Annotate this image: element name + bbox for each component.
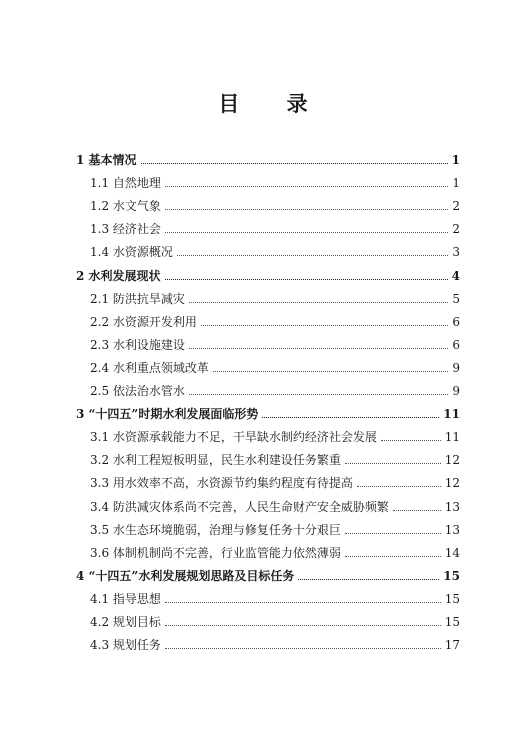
toc-entry-title: 3.2 水利工程短板明显，民生水利建设任务繁重 [90, 453, 341, 468]
toc-section-row[interactable] [90, 473, 460, 491]
toc-page-number: 14 [444, 545, 460, 560]
toc-chapter-row[interactable] [76, 266, 460, 284]
toc-leader-dots [345, 556, 441, 557]
toc-page-number: 13 [444, 499, 460, 514]
toc-entry-title: 2.1 防洪抗旱减灾 [90, 291, 185, 306]
toc-page-number: 2 [452, 222, 460, 237]
toc-leader-dots [165, 625, 441, 626]
toc-leader-dots [262, 417, 439, 418]
toc-section-row[interactable] [90, 312, 460, 330]
toc-page-number: 13 [444, 522, 460, 537]
toc-leader-dots [345, 463, 441, 464]
toc-section-row[interactable] [90, 612, 460, 630]
toc-entry-title: 4 “十四五”水利发展规划思路及目标任务 [76, 568, 295, 583]
toc-entry-title: 3.5 水生态环境脆弱，治理与修复任务十分艰巨 [90, 522, 341, 537]
toc-chapter-row[interactable] [76, 566, 460, 584]
toc-section-row[interactable] [90, 381, 460, 399]
toc-page-number: 15 [444, 615, 460, 629]
toc-leader-dots [165, 648, 441, 649]
toc-page-number: 15 [443, 568, 460, 583]
toc-section-row[interactable] [90, 173, 460, 191]
toc-entry-title: 1.2 水文气象 [90, 199, 161, 214]
toc-entry-title: 1.1 自然地理 [90, 176, 161, 191]
toc-page-number: 11 [443, 407, 460, 422]
toc-page-number: 1 [451, 153, 460, 167]
toc-leader-dots [165, 209, 448, 210]
toc-entry-title: 1.4 水资源概况 [90, 245, 173, 260]
toc-section-row[interactable] [90, 242, 460, 260]
toc-section-row[interactable] [90, 289, 460, 307]
toc-entry-title: 2.5 依法治水管水 [90, 384, 185, 398]
toc-page-number: 5 [452, 291, 460, 306]
toc-page-number: 9 [452, 384, 460, 398]
toc-leader-dots [165, 602, 441, 603]
toc-leader-dots [165, 186, 448, 187]
toc-entry-title: 4.2 规划目标 [90, 615, 161, 629]
toc-entry-title: 3 “十四五”时期水利发展面临形势 [76, 407, 259, 422]
toc-section-row[interactable] [90, 219, 460, 237]
toc-leader-dots [189, 348, 448, 349]
toc-section-row[interactable] [90, 635, 460, 653]
toc-section-row[interactable] [90, 358, 460, 376]
toc-leader-dots [177, 255, 448, 256]
toc-entry-title: 2.2 水资源开发利用 [90, 314, 197, 329]
toc-entry-title: 3.4 防洪减灾体系尚不完善，人民生命财产安全威胁频繁 [90, 499, 389, 514]
toc-entry-title: 1.3 经济社会 [90, 222, 161, 237]
toc-page-number: 6 [452, 337, 460, 352]
toc-leader-dots [201, 325, 448, 326]
toc-chapter-row[interactable] [76, 404, 460, 422]
toc-leader-dots [189, 394, 448, 395]
toc-page-number: 17 [444, 638, 460, 653]
toc-page-number: 11 [444, 430, 460, 445]
toc-page-number: 2 [452, 199, 460, 214]
toc-leader-dots [165, 279, 448, 280]
toc-leader-dots [381, 440, 441, 441]
toc-leader-dots [213, 371, 448, 372]
toc-page-number: 1 [452, 176, 460, 191]
toc-section-row[interactable] [90, 589, 460, 607]
toc-entry-title: 4.1 指导思想 [90, 591, 161, 606]
toc-section-row[interactable] [90, 196, 460, 214]
toc-leader-dots [345, 533, 441, 534]
toc-leader-dots [298, 579, 439, 580]
toc-chapter-row[interactable] [76, 150, 460, 168]
toc-leader-dots [165, 232, 448, 233]
toc-leader-dots [393, 510, 441, 511]
toc-entry-title: 3.6 体制机制尚不完善，行业监管能力依然薄弱 [90, 545, 341, 560]
toc-page-number: 12 [444, 453, 460, 468]
page-title: 目 录 [218, 91, 328, 116]
toc-entry-title: 3.1 水资源承载能力不足，干旱缺水制约经济社会发展 [90, 430, 377, 445]
toc-page-number: 12 [444, 476, 460, 491]
toc-entry-title: 4.3 规划任务 [90, 638, 161, 653]
toc-section-row[interactable] [90, 427, 460, 445]
toc-leader-dots [357, 486, 441, 487]
toc-section-row[interactable] [90, 543, 460, 561]
toc-page-number: 15 [444, 591, 460, 606]
toc-entry-title: 3.3 用水效率不高，水资源节约集约程度有待提高 [90, 476, 353, 491]
toc-entry-title: 1 基本情况 [76, 153, 137, 167]
toc-entry-title: 2.3 水利设施建设 [90, 337, 185, 352]
toc-page-number: 9 [452, 360, 460, 375]
toc-leader-dots [189, 302, 448, 303]
toc-page-number: 6 [452, 314, 460, 329]
toc-entry-title: 2.4 水利重点领域改革 [90, 360, 209, 375]
toc-section-row[interactable] [90, 497, 460, 515]
toc-section-row[interactable] [90, 335, 460, 353]
toc-page-number: 4 [451, 268, 460, 283]
toc-section-row[interactable] [90, 450, 460, 468]
toc-page-number: 3 [452, 245, 460, 260]
toc-section-row[interactable] [90, 520, 460, 538]
toc-leader-dots [141, 163, 448, 164]
toc-entry-title: 2 水利发展现状 [76, 268, 161, 283]
